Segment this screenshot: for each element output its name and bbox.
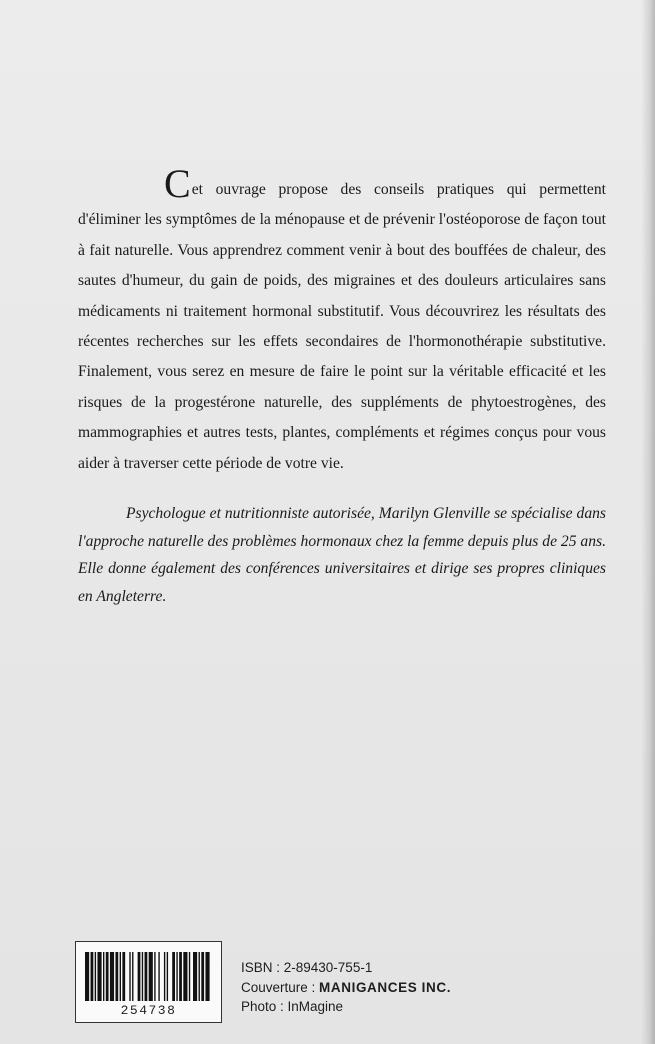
barcode-bar (193, 952, 197, 1001)
barcode-bar (189, 952, 190, 1001)
barcode-bar (142, 952, 143, 1001)
barcode-bar (176, 952, 177, 1001)
barcode-number: 254738 (120, 1003, 177, 1018)
barcode-bars (85, 952, 211, 1001)
cover-credit-label: Couverture : (241, 979, 320, 995)
barcode-bar (91, 952, 94, 1001)
cover-credit-line (241, 978, 451, 998)
barcode-bar (122, 952, 125, 1001)
barcode-bar (95, 952, 96, 1001)
photo-credit-line: Photo : InMagine (241, 999, 344, 1014)
cover-right-edge-shadow (641, 0, 655, 1044)
barcode-bar (120, 952, 121, 1001)
back-cover-summary (78, 161, 606, 479)
cover-credit-brand: MANIGANCES (319, 979, 418, 995)
barcode-bar (132, 952, 133, 1001)
barcode-bar (167, 952, 168, 1001)
barcode-bar (164, 952, 165, 1001)
barcode-bar (145, 952, 148, 1001)
barcode-bar (129, 952, 130, 1001)
barcode-bar (97, 952, 101, 1001)
summary-text: et ouvrage propose des conseils pratiques qui permettent d'éliminer les symptômes de la ménopause et de prévenir l'ostéoporose de façon tout à fait naturelle. Vous apprendrez comment venir à bout des bouffées de chaleur, des sautes d'humeur, du gain de poids, des migraines et des douleurs articulaires sans médicaments ni traitement hormonal substitutif. Vous découvrirez les résultats des récentes recherches sur les effets secondaires de l'hormonothérapie substitutive. Finalement, vous serez en mesure de faire le point sur la véritable efficacité et les risques de la progestérone naturelle, des suppléments de phytoestrogènes, des mammographies et autres tests, plantes, compléments et régimes conçus pour vous aider à traverser cette période de votre vie. (78, 181, 606, 472)
author-bio: Psychologue et nutritionniste autorisée, Marilyn Glenville se spécialise dans l'approche naturelle des problèmes hormonaux chez la femme depuis plus de 25 ans. Elle donne également des conférences universitaires et dirige ses propres cliniques en Angleterre. (78, 505, 606, 605)
barcode-bar (201, 952, 204, 1001)
barcode-bar (183, 952, 187, 1001)
barcode-bar (149, 952, 153, 1001)
barcode-bar (199, 952, 200, 1001)
summary-paragraph (78, 161, 606, 479)
isbn-line: ISBN : 2-89430-755-1 (241, 960, 373, 975)
barcode-bar (154, 952, 155, 1001)
barcode-bar (179, 952, 182, 1001)
barcode-label (75, 941, 222, 1023)
publication-credits (241, 958, 451, 1017)
barcode-bar (110, 952, 114, 1001)
barcode-bar (138, 952, 141, 1001)
barcode-bar (205, 952, 209, 1001)
cover-credit-suffix: INC. (417, 979, 452, 995)
barcode-bar (158, 952, 159, 1001)
barcode-bar (115, 952, 118, 1001)
barcode-bar (85, 952, 89, 1001)
barcode-bar (172, 952, 175, 1001)
drop-cap-letter: C (164, 161, 191, 206)
barcode-bar (106, 952, 109, 1001)
barcode-bar (103, 952, 104, 1001)
